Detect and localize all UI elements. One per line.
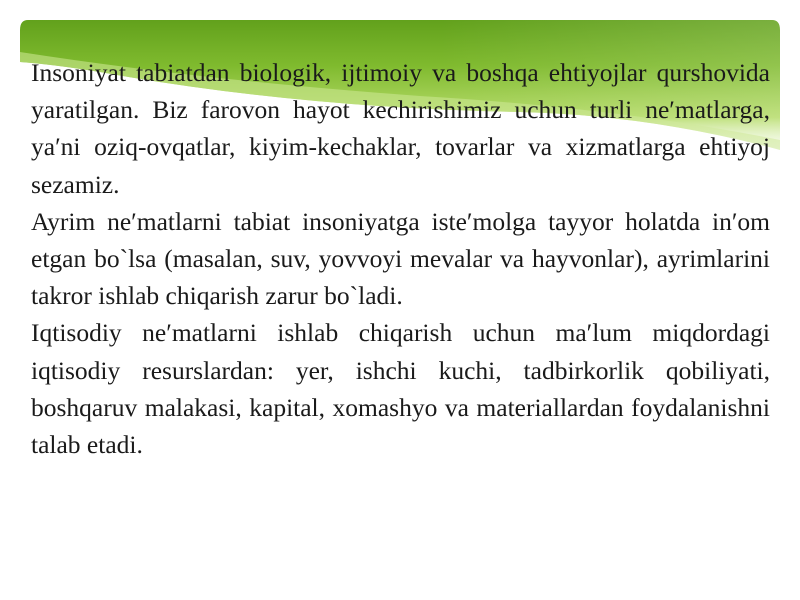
paragraph-natural-goods: Ayrim ne′matlarni tabiat insoniyatga iste′molga tayyor holatda in′om etgan bo`lsa (masalan, suv, yovvoyi mevalar va hayvonlar), ayrimlarini takror ishlab chiqarish zarur bo`ladi.: [31, 206, 770, 311]
paragraph-needs: Insoniyat tabiatdan biologik, ijtimoiy va boshqa ehtiyojlar qurshovida yaratilgan. Biz farovon hayot kechirishimiz uchun turli ne′matlarga, ya′ni oziq-ovqatlar, kiyim-kechaklar, tovarlar va xizmatlarga ehtiyoj sezamiz.: [31, 58, 770, 199]
slide-body-text: [31, 54, 770, 463]
paragraph-economic-goods: Iqtisodiy ne′matlarni ishlab chiqarish uchun ma′lum miqdordagi iqtisodiy resurslardan: yer, ishchi kuchi, tadbirkorlik qobiliyati, boshqaruv malakasi, kapital, xomashyo va materiallardan foydalanishni talab etadi.: [31, 318, 770, 460]
